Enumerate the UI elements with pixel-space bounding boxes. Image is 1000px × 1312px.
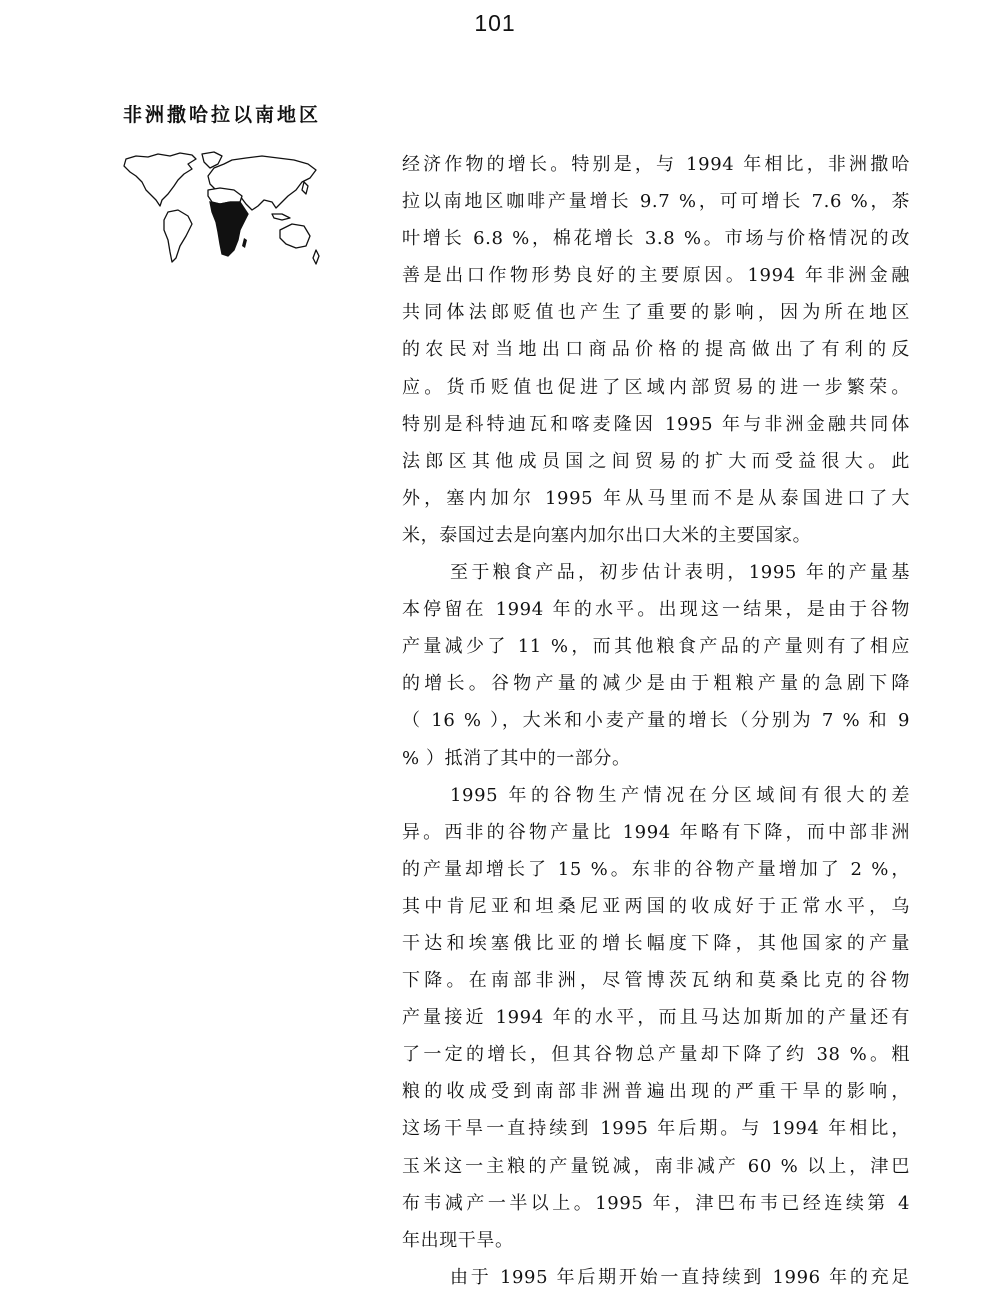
- text-line: 应。货币贬值也促进了区域内部贸易的进一步繁荣。: [402, 376, 910, 398]
- new-zealand-shape: [313, 250, 319, 264]
- paragraph: [402, 554, 910, 777]
- text-line: 共同体法郎贬值也产生了重要的影响，因为所在地区: [402, 302, 910, 324]
- paragraph: [402, 777, 910, 1259]
- text-line: % ）抵消了其中的一部分。: [402, 747, 631, 769]
- text-line: 特别是科特迪瓦和喀麦隆因 1995 年与非洲金融共同体: [402, 413, 910, 435]
- text-line: 的增长。谷物产量的减少是由于粗粮产量的急剧下降: [402, 673, 910, 695]
- text-line: 年出现干旱。: [402, 1229, 514, 1251]
- text-line: 异。西非的谷物产量比 1994 年略有下降，而中部非洲: [402, 821, 910, 843]
- text-line: 了一定的增长，但其谷物总产量却下降了约 38 %。粗: [402, 1044, 910, 1066]
- text-line: 1995 年的谷物生产情况在分区域间有很大的差: [450, 784, 910, 806]
- text-line: 由于 1995 年后期开始一直持续到 1996 年的充足: [450, 1266, 910, 1288]
- text-line: 外，塞内加尔 1995 年从马里而不是从泰国进口了大: [402, 487, 910, 509]
- text-line: 产量减少了 11 %，而其他粮食产品的产量则有了相应: [402, 636, 910, 658]
- text-line: 布韦减产一半以上。1995 年，津巴布韦已经连续第 4: [402, 1192, 910, 1214]
- paragraph: [402, 1259, 910, 1296]
- section-title: 非洲撒哈拉以南地区: [123, 104, 322, 126]
- text-line: 干达和埃塞俄比亚的增长幅度下降，其他国家的产量: [402, 932, 910, 954]
- text-line: 法郎区其他成员国之间贸易的扩大而受益很大。此: [402, 450, 910, 472]
- page-number: 101: [474, 10, 516, 36]
- world-map-icon: [122, 150, 322, 268]
- text-line: 的农民对当地出口商品价格的提高做出了有利的反: [402, 339, 910, 361]
- text-line: 经济作物的增长。特别是，与 1994 年相比，非洲撒哈: [402, 154, 910, 175]
- south-america-shape: [164, 210, 192, 262]
- text-line: 拉以南地区咖啡产量增长 9.7 %，可可增长 7.6 %，茶: [402, 191, 910, 213]
- text-line: 至于粮食产品，初步估计表明，1995 年的产量基: [450, 562, 910, 584]
- japan-shape: [302, 182, 308, 194]
- text-line: 的产量却增长了 15 %。东非的谷物产量增加了 2 %，: [402, 858, 910, 880]
- madagascar-shape: [242, 238, 247, 248]
- paragraph: [402, 146, 910, 554]
- text-line: 叶增长 6.8 %，棉花增长 3.8 %。市场与价格情况的改: [402, 228, 910, 250]
- body-text: [402, 146, 910, 1296]
- text-line: 善是出口作物形势良好的主要原因。1994 年非洲金融: [402, 265, 910, 287]
- text-line: （ 16 % ），大米和小麦产量的增长（分别为 7 % 和 9: [402, 710, 910, 732]
- text-line: 粮的收成受到南部非洲普遍出现的严重干旱的影响，: [402, 1081, 910, 1103]
- north-america-shape: [124, 153, 196, 206]
- sub-saharan-africa-shape: [210, 202, 248, 256]
- text-line: 产量接近 1994 年的水平，而且马达加斯加的产量还有: [402, 1007, 910, 1029]
- text-line: 玉米这一主粮的产量锐减，南非减产 60 % 以上，津巴: [402, 1155, 910, 1177]
- indonesia-shape: [272, 214, 290, 220]
- australia-shape: [280, 224, 310, 248]
- text-line: 这场干旱一直持续到 1995 年后期。与 1994 年相比，: [402, 1118, 910, 1140]
- text-line: 其中肯尼亚和坦桑尼亚两国的收成好于正常水平，乌: [402, 895, 910, 917]
- text-line: 下降。在南部非洲，尽管博茨瓦纳和莫桑比克的谷物: [402, 970, 910, 992]
- text-line: 米，泰国过去是向塞内加尔出口大米的主要国家。: [402, 524, 812, 546]
- text-line: 本停留在 1994 年的水平。出现这一结果，是由于谷物: [402, 599, 910, 621]
